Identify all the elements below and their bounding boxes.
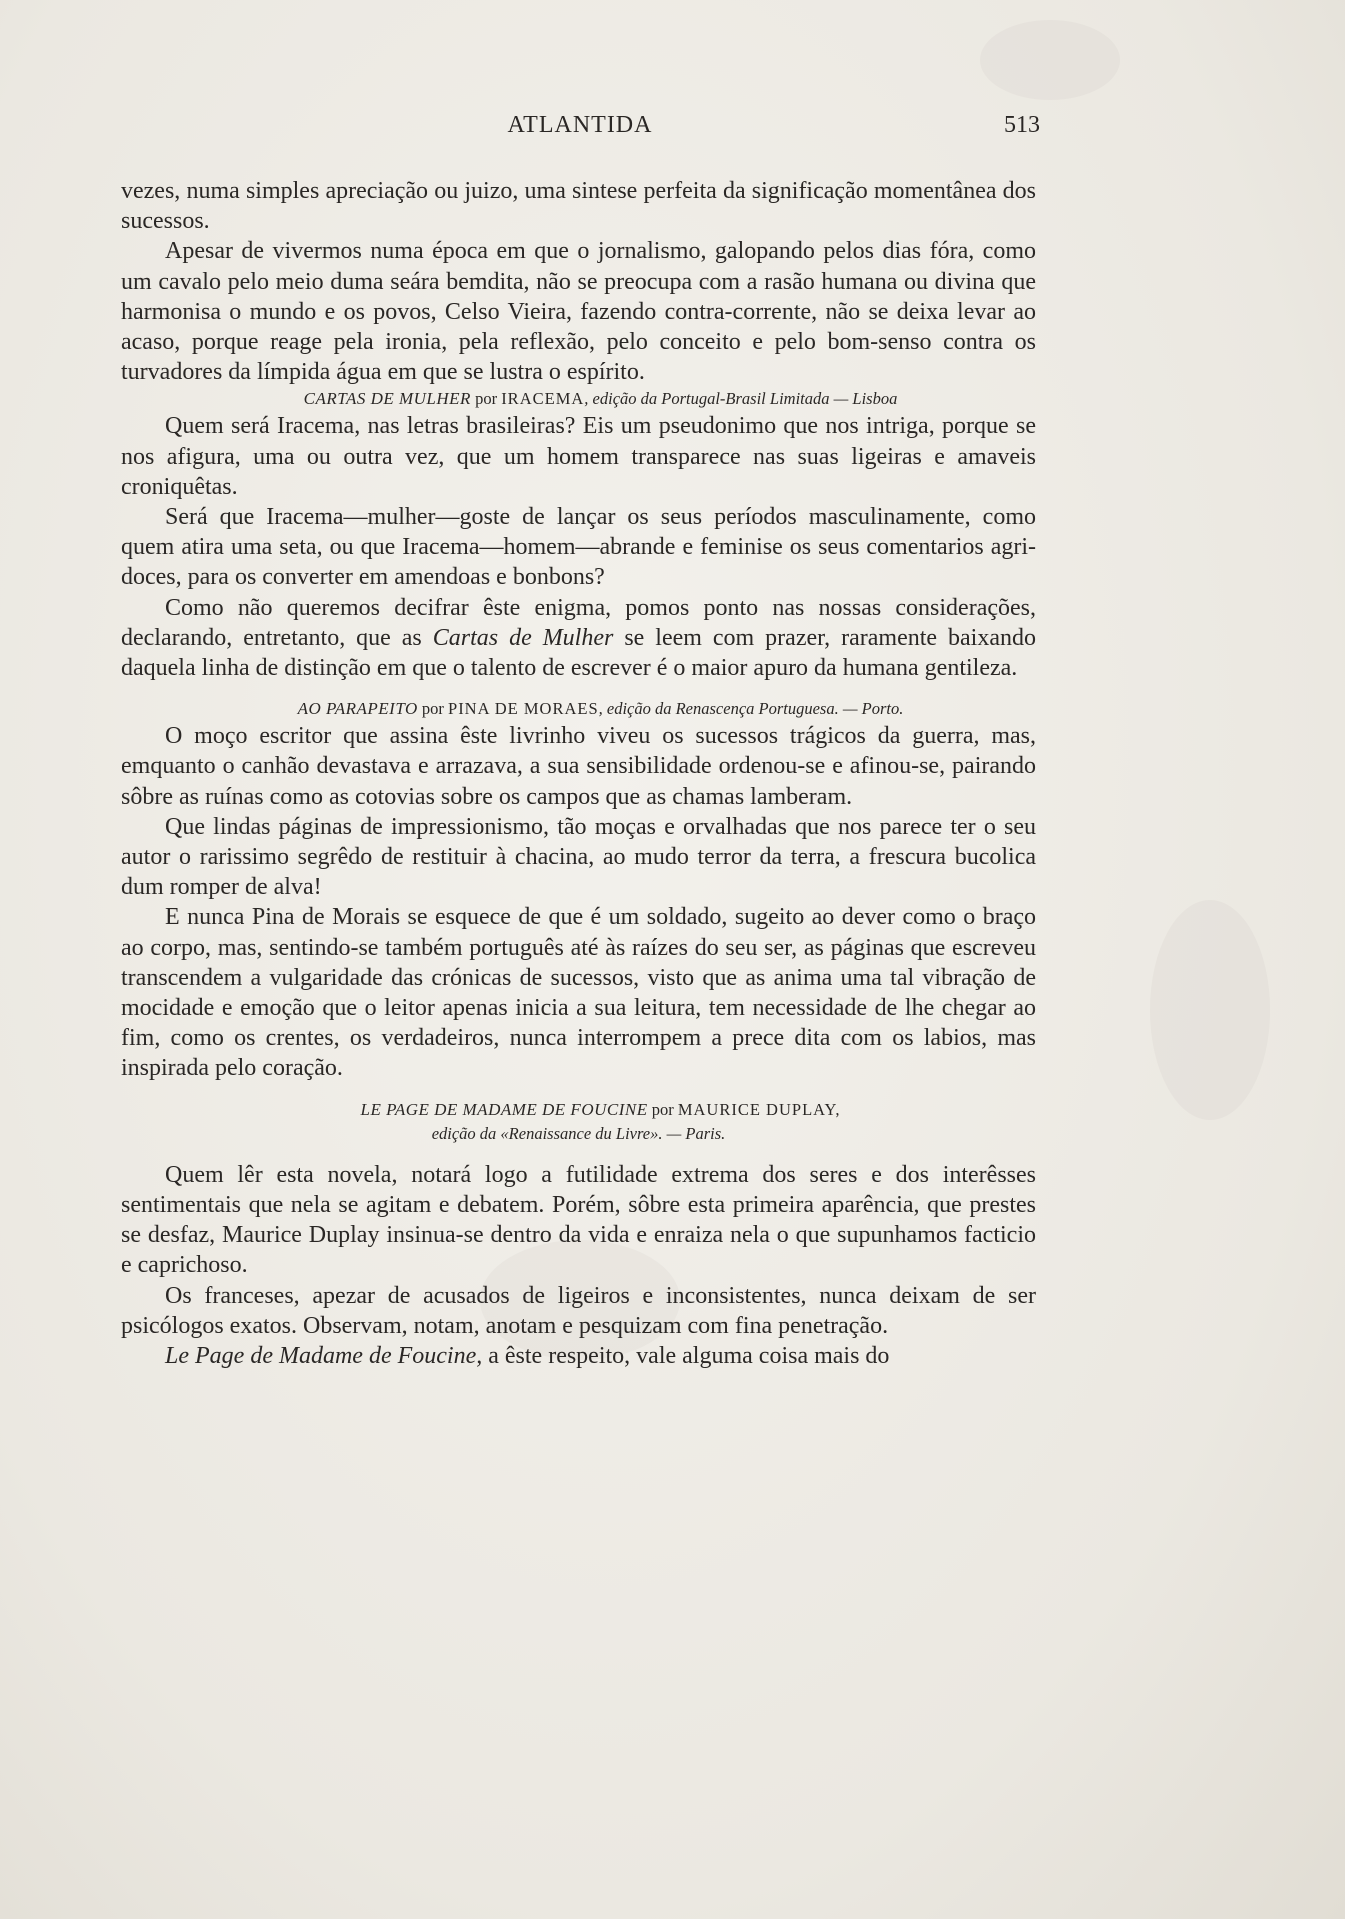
book-author: MAURICE DUPLAY, xyxy=(677,1099,841,1119)
book-title: AO PARAPEITO xyxy=(297,699,418,719)
book-author: IRACEMA xyxy=(501,389,585,409)
paragraph xyxy=(121,593,1036,684)
paragraph: Será que Iracema—mulher—goste de lançar os seus períodos masculinamente, como quem atira uma seta, ou que Iracema—homem—abrande e feminise os seus comentarios agri-doces, para os converter em amendoas e bonbons? xyxy=(121,504,1036,591)
paper-stain xyxy=(1150,900,1270,1120)
paragraph: E nunca Pina de Morais se esquece de que é um soldado, sugeito ao dever como o braço ao corpo, mas, sentindo-se também português até às raízes do seu ser, as páginas que escreveu transcendem a vulgaridade das crónicas de sucessos, visto que as anima uma tal vibração de mocidade e emoção que o leitor apenas inicia a sua leitura, tem necessidade de lhe chegar ao fim, como os crentes, os verdadeiros, nunca interrompem a prece dita com os labios, mas inspirada pelo coração. xyxy=(121,904,1036,1082)
text-run: Como não queremos decifrar êste enigma, pomos ponto nas nossas considerações, declarando, entretanto, que as xyxy=(121,594,1036,651)
by-label: por xyxy=(421,699,444,719)
paragraph: vezes, numa simples apreciação ou juizo, uma sintese perfeita da significação momentânea dos sucessos. xyxy=(121,178,1036,235)
paragraph: Quem será Iracema, nas letras brasileiras? Eis um pseudonimo que nos intriga, porque se nos afigura, uma ou outra vez, que um homem transparece nas suas ligeiras e amaveis croniquêtas. xyxy=(121,413,1036,500)
review-heading xyxy=(121,387,1036,411)
paragraph: O moço escritor que assina êste livrinho viveu os sucessos trágicos da guerra, mas, emquanto o canhão devastava e arrazava, a sua sensibilidade ordenou-se e afinou-se, pairando sôbre as ruínas como as cotovias sobre os campos que as chamas lamberam. xyxy=(121,723,1036,810)
running-head: ATLANTIDA xyxy=(507,112,653,138)
paper-stain xyxy=(980,20,1120,100)
book-title: LE PAGE DE MADAME DE FOUCINE xyxy=(360,1099,648,1119)
paragraph: Que lindas páginas de impressionismo, tão moças e orvalhadas que nos parece ter o seu autor o rarissimo segrêdo de restituir à chacina, ao mudo terror da terra, a frescura bucolica dum romper de alva! xyxy=(121,813,1036,901)
book-title: CARTAS DE MULHER xyxy=(303,389,471,409)
paragraph: Apesar de vivermos numa época em que o jornalismo, galopando pelos dias fóra, como um cavalo pelo meio duma seára bemdita, não se preocupa com a rasão humana ou divina que harmonisa o mundo e os povos, Celso Vieira, fazendo contra-corrente, não se deixa levar ao acaso, porque reage pela ironia, pela reflexão, pelo conceito e pelo bom-senso contra os turvadores da límpida água em que se lustra o espírito. xyxy=(121,238,1036,386)
paragraph xyxy=(121,1341,1036,1371)
book-edition: , edição da Portugal-Brasil Limitada — Lisboa xyxy=(584,389,898,409)
paragraph: Os franceses, apezar de acusados de ligeiros e inconsistentes, nunca deixam de ser psicólogos exatos. Observam, notam, anotam e pesquizam com fina penetração. xyxy=(121,1282,1036,1339)
by-label: por xyxy=(475,389,498,409)
page-body xyxy=(121,176,1036,1371)
paragraph: Quem lêr esta novela, notará logo a futilidade extrema dos seres e dos interêsses sentimentais que nela se agitam e debatem. Porém, sôbre esta primeira aparência, que prestes se desfaz, Maurice Duplay insinua-se dentro da vida e enraiza nela o que supunhamos facticio e caprichoso. xyxy=(121,1161,1036,1279)
text-run: se leem com prazer, raramente baixando daquela linha de distinção em que o talento de escrever é o maior apuro da humana gentileza. xyxy=(121,624,1037,682)
book-title-inline: Cartas de Mulher xyxy=(432,624,614,651)
page-number: 513 xyxy=(1004,112,1040,138)
review-heading xyxy=(121,697,1036,721)
book-title-inline: Le Page de Madame de Foucine, xyxy=(165,1342,483,1369)
text-run: a êste respeito, vale alguma coisa mais do xyxy=(488,1342,890,1369)
page-header xyxy=(120,112,1040,148)
book-edition: , edição da Renascença Portuguesa. — Porto. xyxy=(598,699,904,719)
by-label: por xyxy=(651,1099,674,1119)
book-edition: edição da «Renaissance du Livre». — Paris. xyxy=(431,1123,726,1143)
book-author: PINA DE MORAES xyxy=(448,699,599,719)
review-heading xyxy=(121,1098,1036,1146)
